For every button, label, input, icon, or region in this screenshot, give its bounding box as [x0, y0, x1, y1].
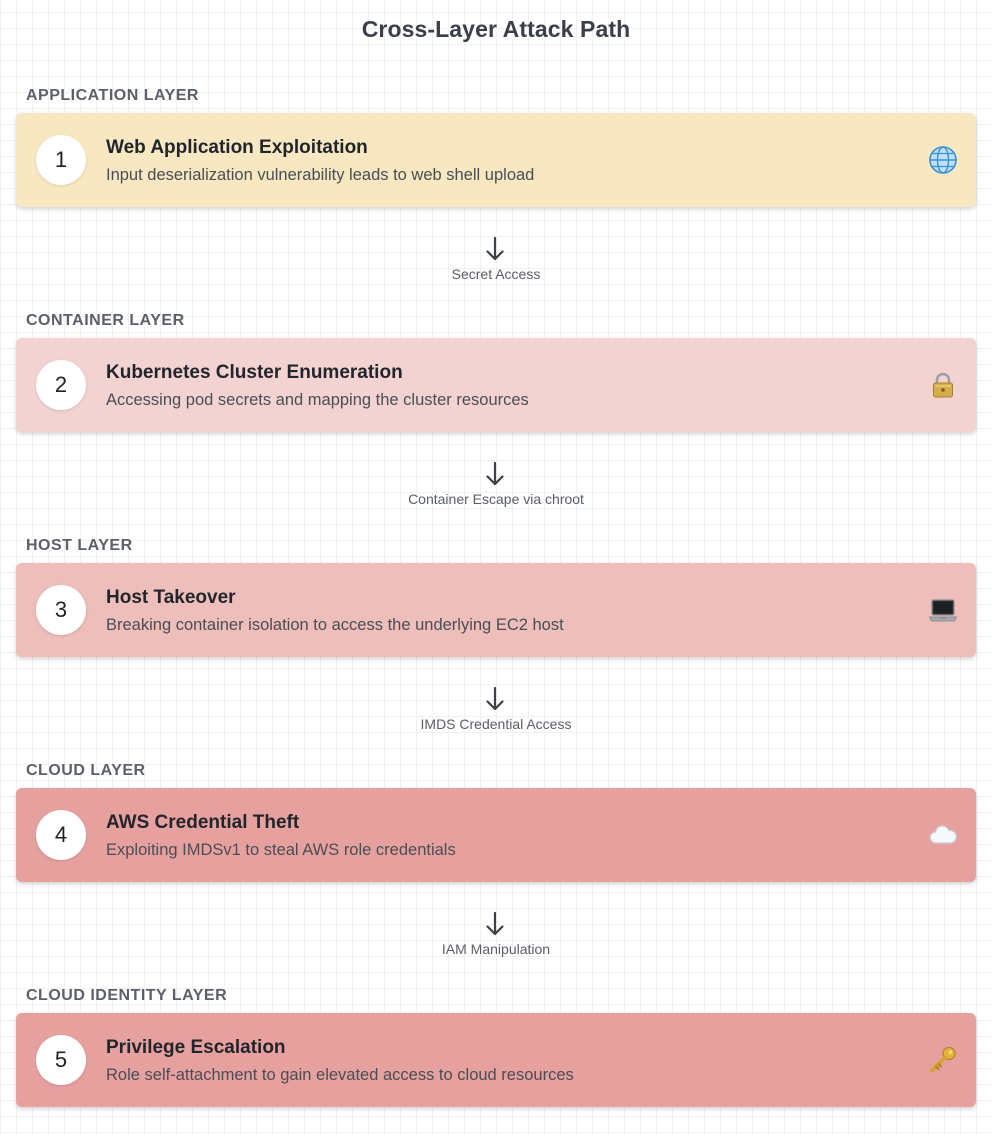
- step-card-container: [16, 338, 976, 432]
- step-card-cloud: [16, 788, 976, 882]
- step-description: Breaking container isolation to access the underlying EC2 host: [106, 616, 564, 634]
- step-card-host: [16, 563, 976, 657]
- step-title: Host Takeover: [106, 587, 236, 608]
- lock-icon: [928, 370, 958, 400]
- step-card-cloud-identity: [16, 1013, 976, 1107]
- step-description: Role self-attachment to gain elevated access to cloud resources: [106, 1066, 574, 1084]
- step-title: Web Application Exploitation: [106, 137, 368, 158]
- step-title: Privilege Escalation: [106, 1037, 286, 1058]
- laptop-icon: [928, 595, 958, 625]
- down-arrow-icon: [484, 686, 506, 712]
- step-number-badge: 1: [36, 135, 86, 185]
- step-number-badge: 3: [36, 585, 86, 635]
- down-arrow-icon: [484, 236, 506, 262]
- step-title: Kubernetes Cluster Enumeration: [106, 362, 403, 383]
- diagram-title: Cross-Layer Attack Path: [361, 16, 631, 42]
- transition-label: Container Escape via chroot: [408, 491, 584, 507]
- layer-label-host: HOST LAYER: [26, 537, 133, 554]
- step-number-badge: 5: [36, 1035, 86, 1085]
- step-card-application: [16, 113, 976, 207]
- globe-icon: [928, 145, 958, 175]
- step-number-badge: 4: [36, 810, 86, 860]
- step-description: Accessing pod secrets and mapping the cluster resources: [106, 391, 529, 409]
- key-icon: [928, 1045, 958, 1075]
- transition-label: IMDS Credential Access: [420, 716, 572, 732]
- layer-label-container: CONTAINER LAYER: [26, 312, 185, 329]
- layer-label-cloud-identity: CLOUD IDENTITY LAYER: [26, 987, 228, 1004]
- layer-label-cloud: CLOUD LAYER: [26, 762, 146, 779]
- transition-label: IAM Manipulation: [441, 941, 551, 957]
- step-number-badge: 2: [36, 360, 86, 410]
- step-description: Exploiting IMDSv1 to steal AWS role credentials: [106, 841, 456, 859]
- down-arrow-icon: [484, 461, 506, 487]
- layer-label-application: APPLICATION LAYER: [26, 87, 199, 104]
- down-arrow-icon: [484, 911, 506, 937]
- step-title: AWS Credential Theft: [106, 812, 300, 833]
- step-description: Input deserialization vulnerability leads to web shell upload: [106, 166, 535, 184]
- cloud-icon: [928, 820, 958, 850]
- transition-label: Secret Access: [451, 266, 541, 282]
